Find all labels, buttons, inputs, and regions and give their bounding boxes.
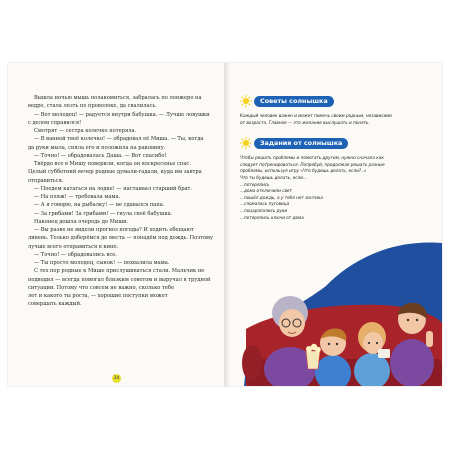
- sun-icon: [240, 95, 252, 107]
- story-line: Твёрдо все в Мишу поверили, когда он воскресенье спас.: [34, 161, 191, 167]
- story-line: — В ванной твоё колечко! — обрадовал её Миша. — Ты, когда: [34, 136, 204, 143]
- right-page: [240, 95, 438, 221]
- task-item: ...сломалась пуговица: [240, 201, 290, 207]
- story-line: Вышла ночью мышь полакомиться, забралась по лонжеро на: [34, 95, 202, 101]
- task-item: ...поцарапались руки: [240, 207, 288, 213]
- story-line: ливень. Только доберёмся до места — попадём под дождь. Поэтому: [28, 235, 214, 242]
- story-line: — Точно! — обрадовалась Даша. — Вот спасибо!: [34, 152, 167, 159]
- story-line: отправиться.: [28, 177, 64, 184]
- story-line: — На пляж! — требовала мама.: [34, 194, 121, 200]
- book-spread: [8, 63, 442, 386]
- tips-heading-label: Советы солнышка: [254, 96, 334, 107]
- story-line: С тех пор родные к Мише прислушиваться стали. Мальчик не: [34, 268, 205, 275]
- sun-icon: [240, 137, 252, 149]
- story-line: подводил — всегда помогал близким советом и выручал в трудной: [28, 276, 211, 283]
- tasks-heading-label: Задания от солнышка: [254, 138, 348, 149]
- task-item: ...дома отключили свет: [240, 188, 292, 194]
- left-page: [28, 94, 213, 309]
- task-item: ...пошёл дождь, а у тебя нет зонтика: [240, 194, 323, 200]
- sofa-armrest: [242, 345, 262, 381]
- story-line: ситуации. Потому что совсем не важно, сколько тебе: [28, 284, 175, 291]
- popcorn-icon: [306, 344, 321, 369]
- task-item: ...потерялись: [240, 181, 270, 187]
- task-item: ...потерялись ключи от дома: [240, 214, 304, 220]
- story-line: совершать каждый.: [28, 301, 82, 308]
- tasks-heading: [240, 137, 438, 150]
- story-line: — Вот молодец! — радуется внутри бабушка. — Лучше ловушки: [34, 111, 210, 118]
- story-line: Целый субботний вечер родные думали-гадали, куда им завтра: [28, 169, 202, 176]
- story-line: с делом справился!: [28, 119, 82, 126]
- tips-line: от возраста. Главное — это желание выслушать и понять.: [240, 119, 370, 125]
- story-line: — За грибами! За грибами! — гнула своё бабушка.: [34, 210, 173, 217]
- family-on-sofa-illustration: [230, 231, 442, 386]
- tasks-line: следует потренироваться. Попробуй, продолжая решать разные: [240, 161, 385, 167]
- story-line: лет и какого ты роста, — хорошие поступки может: [28, 293, 168, 299]
- tips-line: Каждый человек важен и может помочь своим родным, независимо: [240, 113, 392, 118]
- tasks-line: Чтобы решать проблемы и помогать другим, нужно сначала как: [240, 155, 384, 161]
- story-line: да руки мыла, сняла его и положила на раковину.: [28, 144, 166, 151]
- tips-heading: [240, 95, 438, 108]
- story-line: ведро, стала лезть по проволоке, да свалилась.: [28, 103, 157, 110]
- story-line: Наконец дошла очередь до Миши.: [34, 218, 129, 225]
- tasks-line: проблемы, используя игру «Что будешь делать, если?..»: [240, 168, 367, 174]
- tasks-line: Что ты будешь делать, если...: [240, 174, 307, 180]
- story-line: — Вы разве не видели прогноз погоды? И ходить обещают: [34, 227, 194, 233]
- story-line: — Поедем кататься на лодке! — настаивал старший брат.: [34, 185, 193, 192]
- story-line: — А я говорю, на рыбалку! — не сдавался папа.: [34, 202, 165, 209]
- story-line: Смотрят — сестра колечко потеряла.: [34, 128, 137, 134]
- story-line: лучше всего отправиться в кино.: [28, 243, 119, 250]
- story-line: — Ты просто молодец, сынок! — похвалила мама.: [34, 260, 170, 266]
- page-number: 34: [113, 376, 120, 381]
- story-line: — Точно! — обрадовались все.: [34, 251, 117, 258]
